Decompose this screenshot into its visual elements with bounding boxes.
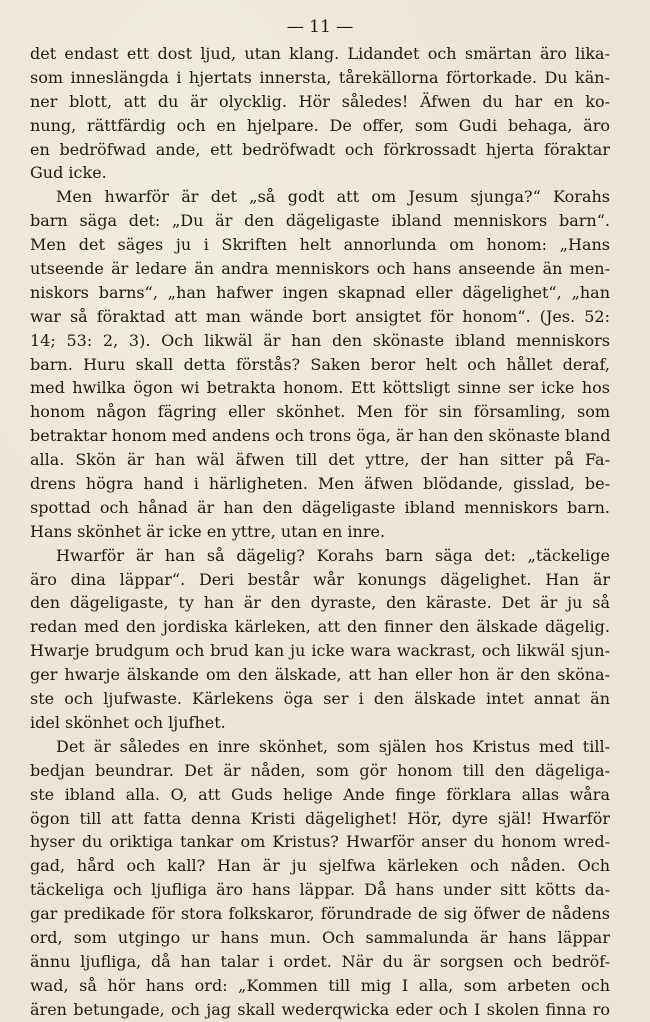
text-line: nung, rättfärdig och en hjelpare. De offer, som Gudi behaga, äro — [30, 115, 610, 135]
text-line: ste ibland alla. O, att Guds helige Ande finge förklara allas wåra — [30, 784, 610, 804]
text-line: ner blott, att du är olycklig. Hör således! Äfwen du har en ko- — [30, 91, 610, 111]
text-line: som inneslängda i hjertats innersta, tårekällorna förtorkade. Du kän- — [30, 67, 610, 87]
text-line: Gud icke. — [30, 163, 107, 183]
text-line: betraktar honom med andens och trons öga, är han den skönaste bland — [30, 426, 611, 446]
text-line: Det är således en inre skönhet, som själen hos Kristus med till- — [56, 736, 610, 756]
text-line: ären betungade, och jag skall wederqwicka eder och I skolen finna ro — [30, 999, 610, 1019]
text-line: Hwarje brudgum och brud kan ju icke wara wackrast, och likwäl sjun- — [30, 641, 610, 661]
text-line: ord, som utgingo ur hans mun. Och sammalunda är hans läppar — [30, 927, 610, 947]
paragraph — [30, 42, 610, 185]
text-line: Men hwarför är det „så godt att om Jesum sjunga?“ Korahs — [56, 187, 610, 207]
text-line: äro dina läppar“. Deri består wår konungs dägelighet. Han är — [30, 569, 610, 589]
text-line: ögon till att fatta denna Kristi dägelighet! Hör, dyre själ! Hwarför — [30, 808, 610, 828]
text-line: war så föraktad att man wände bort ansigtet för honom“. (Jes. 52: — [30, 306, 610, 326]
text-line: Men det säges ju i Skriften helt annorlunda om honom: „Hans — [30, 235, 610, 255]
text-line: alla. Skön är han wäl äfwen till det yttre, der han sitter på Fa- — [30, 450, 610, 470]
text-line: wad, så hör hans ord: „Kommen till mig I alla, som arbeten och — [30, 975, 610, 995]
text-line: Hwarför är han så dägelig? Korahs barn säga det: „täckelige — [56, 545, 610, 565]
text-line: täckeliga och ljufliga äro hans läppar. Då hans under sitt kötts da- — [30, 880, 610, 900]
text-line: ger hwarje älskande om den älskade, att han eller hon är den sköna- — [30, 665, 610, 685]
text-line: hyser du oriktiga tankar om Kristus? Hwarför anser du honom wred- — [30, 832, 610, 852]
text-line: honom någon fägring eller skönhet. Men för sin församling, som — [30, 402, 610, 422]
text-line: barn. Huru skall detta förstås? Saken beror helt och hållet deraf, — [30, 354, 610, 374]
text-line: utseende är ledare än andra menniskors och hans anseende än men- — [30, 259, 610, 279]
paragraph — [30, 185, 610, 543]
page-number: — 11 — — [286, 17, 354, 37]
text-line: bedjan beundrar. Det är nåden, som gör honom till den dägeliga- — [30, 760, 610, 780]
text-line: gar predikade för stora folkskaror, förundrade de sig öfwer de nådens — [30, 904, 610, 924]
text-body — [30, 42, 610, 1022]
paragraph — [30, 735, 610, 1022]
text-line: det endast ett dost ljud, utan klang. Lidandet och smärtan äro lika- — [30, 44, 610, 63]
text-line: barn säga det: „Du är den dägeligaste ibland menniskors barn“. — [30, 211, 610, 231]
text-line: 14; 53: 2, 3). Och likwäl är han den skönaste ibland menniskors — [30, 330, 610, 350]
text-line: drens högra hand i härligheten. Men äfwen blödande, gisslad, be- — [30, 474, 610, 494]
text-line: ste och ljufwaste. Kärlekens öga ser i den älskade intet annat än — [30, 689, 610, 709]
text-line: Hans skönhet är icke en yttre, utan en inre. — [30, 521, 386, 541]
text-line: spottad och hånad är han den dägeligaste ibland menniskors barn. — [30, 497, 610, 517]
text-line: ännu ljufliga, då han talar i ordet. När du är sorgsen och bedröf- — [30, 951, 610, 971]
text-line: gad, hård och kall? Han är ju sjelfwa kärleken och nåden. Och — [30, 856, 610, 876]
text-line: idel skönhet och ljufhet. — [30, 712, 226, 732]
text-line: en bedröfwad ande, ett bedröfwadt och förkrossadt hjerta föraktar — [30, 139, 610, 159]
text-line: med hwilka ögon wi betrakta honom. Ett köttsligt sinne ser icke hos — [30, 378, 610, 398]
text-line: redan med den jordiska kärleken, att den finner den älskade dägelig. — [30, 617, 610, 637]
paragraph — [30, 544, 610, 735]
text-line: den dägeligaste, ty han är den dyraste, den käraste. Det är ju så — [30, 593, 610, 613]
text-line: niskors barns“, „han hafwer ingen skapnad eller dägelighet“, „han — [30, 282, 610, 302]
